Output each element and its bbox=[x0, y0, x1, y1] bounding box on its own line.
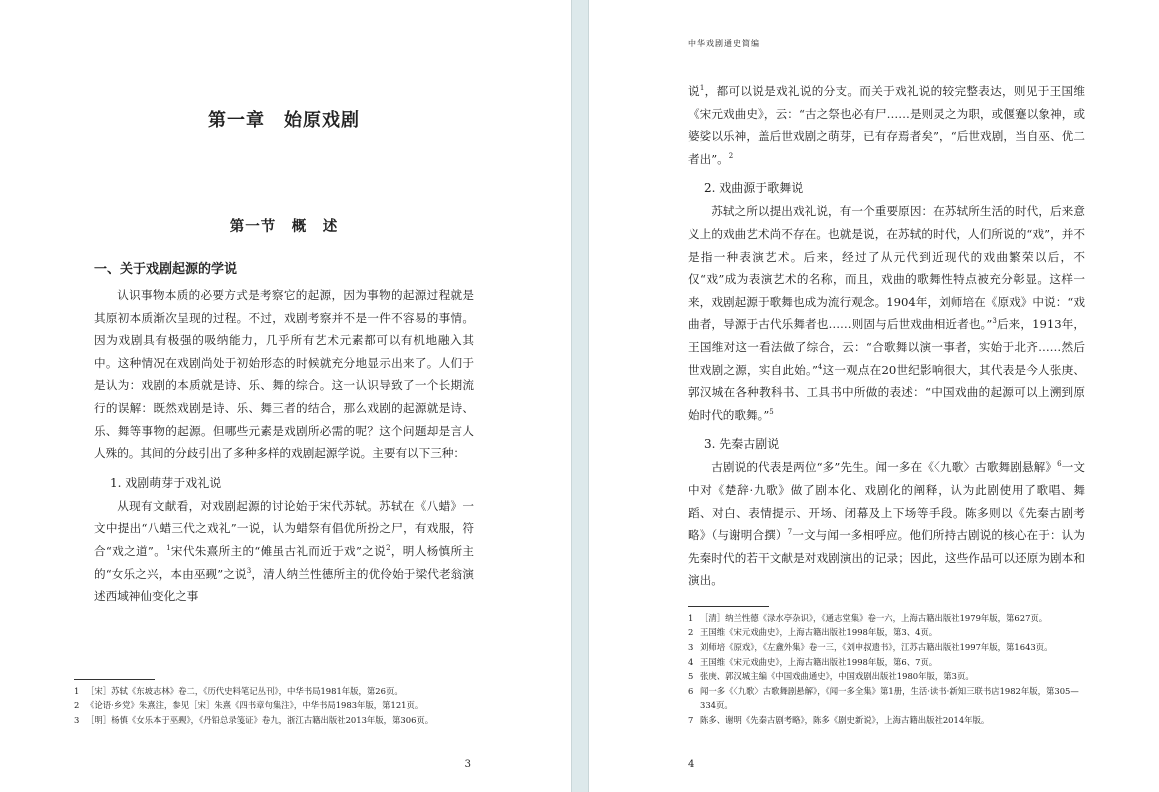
text: 这一观点在20世纪影响很大，其代表是今人张庚、郭汉城在各种教科书、工具书中所做的表述：“中国戏曲的起源可以上溯到原始时代的歌舞。” bbox=[688, 362, 1085, 422]
heading-origin-theories: 一、关于戏剧起源的学说 bbox=[94, 262, 238, 277]
page-gutter bbox=[571, 0, 589, 792]
footnote: 6 闻一多《〈九歌〉古歌舞剧悬解》，《闻一多全集》第1册，生活·读书·新知三联书店1982年版，第305—334页。 bbox=[688, 685, 1079, 711]
footnote-divider bbox=[688, 606, 769, 607]
paragraph-intro: 认识事物本质的必要方式是考察它的起源，因为事物的起源过程就是其原初本质渐次呈现的过程。不过，戏剧考察并不是一件不容易的事情。因为戏剧具有极强的吸纳能力，几乎所有艺术元素都可以有机地融入其中。这种情况在戏剧尚处于初始形态的时候就充分地显示出来了。人们于是认为：戏剧的本质就是诗、乐、舞的综合。这一认识导致了一个长期流行的误解：既然戏剧是诗、乐、舞三者的结合，那么戏剧的起源就是诗、乐、舞等事物的起源。但哪些元素是戏剧所必需的呢？这个问题却是言人人殊的。其间的分歧引出了多种多样的戏剧起源学说。主要有以下三种： bbox=[94, 288, 474, 461]
footnotes bbox=[74, 684, 474, 728]
text: ，都可以说是戏礼说的分支。而关于戏礼说的较完整表达，则见于王国维《宋元戏曲史》，云：“古之祭也必有尸……是则灵之为职，或偃蹇以象神，或婆娑以乐神，盖后世戏剧之萌芽，已有存焉者矣”，“后世戏剧，当自巫、优二者出”。 bbox=[688, 84, 1085, 166]
footnote-ref[interactable]: 4 bbox=[817, 362, 823, 371]
text: 苏轼之所以提出戏礼说，有一个重要原因：在苏轼所生活的时代，后来意义上的戏曲艺术尚不存在。也就是说，在苏轼的时代，人们所说的“戏”，并不是指一种表演艺术。后来，经过了从元代到近现代的戏曲繁荣以后，不仅“戏”成为表演艺术的名称，而且，戏曲的歌舞性特点被充分彰显。这样一来，戏剧起源于歌舞也成为流行观念。1904年，刘师培在《原戏》中说：“戏曲者，导源于古代乐舞者也……则固与后世戏曲相近者也。” bbox=[688, 204, 1085, 332]
paragraph-xili bbox=[94, 495, 474, 608]
footnote-ref[interactable]: 1 bbox=[699, 84, 705, 93]
footnote-ref[interactable]: 6 bbox=[1057, 460, 1062, 469]
paragraph-continued bbox=[688, 80, 1085, 170]
text: 古剧说的代表是两位“多”先生。闻一多在《〈九歌〉古歌舞剧悬解》 bbox=[711, 460, 1058, 475]
text: 一文中对《楚辞·九歌》做了剧本化、戏剧化的阐释，认为此剧使用了歌唱、舞蹈、对白、表情提示、开场、闭幕及上下场等手段。陈多则以《先秦古剧考略》（与谢明合撰） bbox=[688, 460, 1085, 543]
footnote-ref[interactable]: 2 bbox=[386, 544, 391, 553]
text: ，清人纳兰性德所主的优伶始于梁代老翁演述西域神仙变化之事 bbox=[94, 566, 474, 604]
running-head: 中华戏剧通史简编 bbox=[688, 39, 760, 48]
subheading-2: 2. 戏曲源于歌舞说 bbox=[704, 181, 804, 196]
footnote-ref[interactable]: 3 bbox=[992, 317, 997, 326]
paragraph-gewu bbox=[688, 200, 1085, 426]
subheading-1: 1. 戏剧萌芽于戏礼说 bbox=[110, 475, 222, 490]
text: 一文与闻一多相呼应。他们所持古剧说的核心在于：认为先秦时代的若干文献是对戏剧演出的记录；因此，这些作品可以还原为剧本和演出。 bbox=[688, 528, 1085, 588]
text: 后来，1913年，王国维对这一看法做了综合，云：“合歌舞以演一事者，实始于北齐……然后世戏剧之源，实自此始。” bbox=[688, 317, 1085, 377]
footnote: 4 王国维《宋元戏曲史》，上海古籍出版社1998年版，第6、7页。 bbox=[688, 656, 938, 667]
text: 从现有文献看，对戏剧起源的讨论始于宋代苏轼。苏轼在《八蜡》一文中提出“八蜡三代之戏礼”一说，认为蜡祭有倡优所扮之尸，有戏服，符合“戏之道”。 bbox=[94, 498, 474, 558]
page-3 bbox=[0, 0, 571, 792]
footnote: 3 刘师培《原戏》，《左盦外集》卷一三，《刘申叔遗书》，江苏古籍出版社1997年版，第1643页。 bbox=[688, 642, 1053, 653]
footnote-divider bbox=[74, 679, 155, 680]
text: 宋代朱熹所主的“傩虽古礼而近于戏”之说 bbox=[170, 543, 387, 558]
spacer bbox=[688, 596, 1085, 606]
text: ，明人杨慎所主的“女乐之兴，本由巫觋”之说 bbox=[94, 543, 474, 581]
paragraph-guju bbox=[688, 456, 1085, 592]
footnote-ref[interactable]: 5 bbox=[769, 407, 774, 416]
spacer bbox=[94, 612, 474, 679]
footnote: 5 张庚、郭汉城主编《中国戏曲通史》，中国戏剧出版社1980年版，第3页。 bbox=[688, 671, 974, 682]
footnote-ref[interactable]: 2 bbox=[728, 151, 734, 160]
footnote: 7 陈多、谢明《先秦古剧考略》，陈多《剧史新说》，上海古籍出版社2014年版。 bbox=[688, 715, 990, 726]
subheading-3: 3. 先秦古剧说 bbox=[704, 437, 780, 452]
page-number: 4 bbox=[688, 758, 695, 770]
footnote: 2 王国维《宋元戏曲史》，上海古籍出版社1998年版，第3、4页。 bbox=[688, 627, 938, 638]
chapter-title: 第一章 始原戏剧 bbox=[208, 110, 360, 131]
page-4 bbox=[589, 0, 1159, 792]
section-title: 第一节 概 述 bbox=[229, 218, 339, 235]
footnote-ref[interactable]: 7 bbox=[787, 528, 793, 537]
footnote-ref[interactable]: 1 bbox=[166, 544, 171, 553]
footnote: 1 ［清］纳兰性德《渌水亭杂识》，《通志堂集》卷一六，上海古籍出版社1979年版，第627页。 bbox=[688, 612, 1048, 623]
footnote: 1 ［宋］苏轼《东坡志林》卷二，《历代史料笔记丛刊》，中华书局1981年版，第26页。 bbox=[74, 685, 403, 696]
footnote-ref[interactable]: 3 bbox=[246, 566, 252, 575]
footnote: 2 《论语·乡党》朱熹注，参见［宋］朱熹《四书章句集注》，中华书局1983年版，第121页。 bbox=[74, 700, 424, 711]
page-number: 3 bbox=[464, 758, 471, 770]
footnotes bbox=[688, 611, 1085, 728]
text: 说 bbox=[688, 84, 700, 98]
footnote: 3 ［明］杨慎《女乐本于巫觋》，《丹铅总录笺证》卷九，浙江古籍出版社2013年版，第306页。 bbox=[74, 715, 434, 726]
